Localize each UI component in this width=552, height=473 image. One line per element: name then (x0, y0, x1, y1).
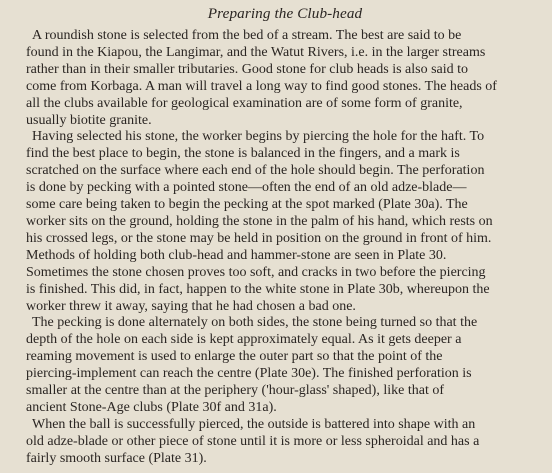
text-line: ancient Stone-Age clubs (Plate 30f and 31a). (26, 399, 277, 415)
text-line: is done by pecking with a pointed stone—often the end of an old adze-blade— (26, 180, 467, 196)
paragraph-pecking (26, 315, 544, 416)
text-line: Having selected his stone, the worker begins by piercing the hole for the haft. To (32, 129, 485, 145)
text-line: fairly smooth surface (Plate 31). (26, 450, 207, 466)
text-line: all the clubs available for geological examination are of some form of granite, (26, 95, 463, 111)
text-line: A roundish stone is selected from the bed of a stream. The best are said to be (32, 28, 462, 43)
text-line: depth of the hole on each side is kept approximately equal. As it gets deeper a (26, 332, 462, 348)
text-line: his crossed legs, or the stone may be held in position on the ground in front of him. (26, 230, 492, 246)
text-line: Sometimes the stone chosen proves too soft, and cracks in two before the piercing (26, 264, 486, 280)
text-line: When the ball is successfully pierced, the outside is battered into shape with an (32, 416, 476, 432)
paragraph-stone-selection (26, 28, 544, 129)
text-line: found in the Kiapou, the Langimar, and the Watut Rivers, i.e. in the larger streams (26, 44, 486, 60)
text-line: piercing-implement can reach the centre (Plate 30e). The finished perforation is (26, 366, 472, 382)
text-line: worker sits on the ground, holding the stone in the palm of his hand, which rests on (26, 213, 493, 229)
text-line: rather than in their smaller tributaries. Good stone for club heads is also said to (26, 61, 469, 77)
text-line: find the best place to begin, the stone is balanced in the fingers, and a mark is (26, 146, 460, 162)
text-line: Methods of holding both club-head and hammer-stone are seen in Plate 30. (26, 247, 447, 263)
text-line: reaming movement is used to enlarge the outer part so that the point of the (26, 349, 443, 365)
paragraph-piercing (26, 129, 544, 315)
text-line: come from Korbaga. A man will travel a long way to find good stones. The heads of (26, 78, 497, 94)
text-line: The pecking is done alternately on both sides, the stone being turned so that the (32, 315, 478, 331)
text-line: is finished. This did, in fact, happen to the white stone in Plate 30b, whereupon the (26, 281, 490, 297)
text-line: worker threw it away, saying that he had chosen a bad one. (26, 298, 356, 314)
paragraph-shaping (26, 417, 544, 468)
text-line: old adze-blade or other piece of stone until it is more or less spheroidal and has a (26, 433, 480, 449)
section-heading: Preparing the Club-head (207, 5, 363, 22)
text-line: smaller at the centre than at the periphery ('hour-glass' shaped), like that of (26, 383, 444, 399)
text-line: usually biotite granite. (26, 112, 152, 128)
text-line: some care being taken to begin the pecking at the spot marked (Plate 30a). The (26, 197, 468, 213)
text-line: scratched on the surface where each end of the hole should begin. The perforation (26, 163, 485, 179)
